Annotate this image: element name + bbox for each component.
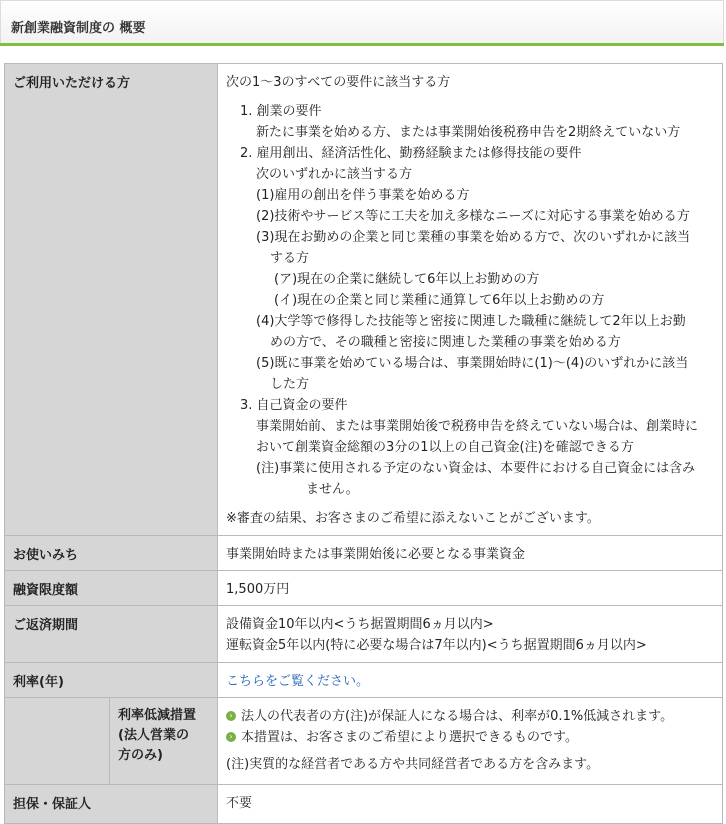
rate-link[interactable]: こちらをご覧ください。 (226, 674, 370, 689)
rate-reduction-note: (注)実質的な経営者である方や共同経営者である方を含みます。 (226, 757, 600, 772)
req2-item4: (4)大学等で修得した技能等と密接に関連した職種に継続して2年以上お勤 (256, 314, 686, 329)
table-row-term (5, 606, 723, 663)
label-term: ご返済期間 (5, 606, 218, 663)
users-footnote: ※審査の結果、お客さまのご希望に添えないことがございます。 (226, 511, 600, 526)
chevron-right-circle-icon: › (226, 711, 236, 721)
page-title: 新創業融資制度の 概要 (11, 21, 146, 36)
table-row-purpose (5, 536, 723, 571)
req1-body: 新たに事業を始める方、または事業開始後税務申告を2期終えていない方 (256, 125, 681, 140)
req2-item2: (2)技術やサービス等に工夫を加え多様なニーズに対応する事業を始める方 (256, 209, 690, 224)
rate-reduction-bullet2: 本措置は、お客さまのご希望により選択できるものです。 (241, 730, 578, 745)
req2-item3-cont: する方 (270, 251, 310, 266)
req2-title: 2. 雇用創出、経済活性化、勤務経験または修得技能の要件 (240, 146, 582, 161)
label-rate-gap (5, 698, 110, 785)
table-row-users (5, 64, 723, 536)
term-operating: 運転資金5年以内(特に必要な場合は7年以内)<うち据置期間6ヵ月以内> (226, 638, 647, 653)
rate-reduction-label-line2: (法人営業の (118, 728, 189, 743)
list-item (226, 727, 716, 748)
value-purpose: 事業開始時または事業開始後に必要となる事業資金 (218, 536, 723, 571)
section-header (0, 0, 724, 44)
header-divider (0, 43, 724, 46)
req3-title: 3. 自己資金の要件 (240, 398, 348, 413)
list-item (226, 706, 716, 727)
value-rate-reduction (218, 698, 723, 785)
req2-item3-a: (ア)現在の企業に継続して6年以上お勤めの方 (274, 272, 540, 287)
req2-item3: (3)現在お勤めの企業と同じ業種の事業を始める方で、次のいずれかに該当 (256, 230, 691, 245)
req2-item3-i: (イ)現在の企業と同じ業種に通算して6年以上お勤めの方 (274, 293, 605, 308)
value-rate (218, 663, 723, 698)
req2-item4-cont: めの方で、その職種と密接に関連した業種の事業を始める方 (270, 335, 621, 350)
label-rate: 利率(年) (5, 663, 218, 698)
term-equipment: 設備資金10年以内<うち据置期間6ヵ月以内> (226, 617, 494, 632)
rate-reduction-label-line3: 方のみ) (118, 748, 163, 763)
chevron-right-circle-icon: › (226, 732, 236, 742)
rate-reduction-label-line1: 利率低減措置 (118, 708, 197, 723)
table-row-limit (5, 571, 723, 606)
value-guarantee: 不要 (218, 785, 723, 824)
label-users: ご利用いただける方 (5, 64, 218, 536)
label-guarantee: 担保・保証人 (5, 785, 218, 824)
label-limit: 融資限度額 (5, 571, 218, 606)
req1-title: 1. 創業の要件 (240, 104, 322, 119)
table-row-guarantee (5, 785, 723, 824)
req3-note-cont: ません。 (306, 482, 359, 497)
value-users (218, 64, 723, 536)
loan-overview-table (4, 63, 723, 824)
req2-item5-cont: した方 (270, 377, 310, 392)
table-row-rate (5, 663, 723, 698)
label-rate-reduction (110, 698, 218, 785)
req2-item5: (5)既に事業を始めている場合は、事業開始時に(1)～(4)のいずれかに該当 (256, 356, 689, 371)
value-term (218, 606, 723, 663)
users-intro: 次の1～3のすべての要件に該当する方 (226, 75, 451, 90)
table-row-rate-reduction (5, 698, 723, 785)
label-purpose: お使いみち (5, 536, 218, 571)
req3-note: (注)事業に使用される予定のない資金は、本要件における自己資金には含み (256, 461, 696, 476)
req2-item1: (1)雇用の創出を伴う事業を始める方 (256, 188, 470, 203)
value-limit: 1,500万円 (218, 571, 723, 606)
rate-reduction-bullet1: 法人の代表者の方(注)が保証人になる場合は、利率が0.1%低減されます。 (241, 709, 674, 724)
req3-body-cont: おいて創業資金総額の3分の1以上の自己資金(注)を確認できる方 (256, 440, 634, 455)
req2-intro: 次のいずれかに該当する方 (256, 167, 413, 182)
req3-body: 事業開始前、または事業開始後で税務申告を終えていない場合は、創業時に (256, 419, 699, 434)
